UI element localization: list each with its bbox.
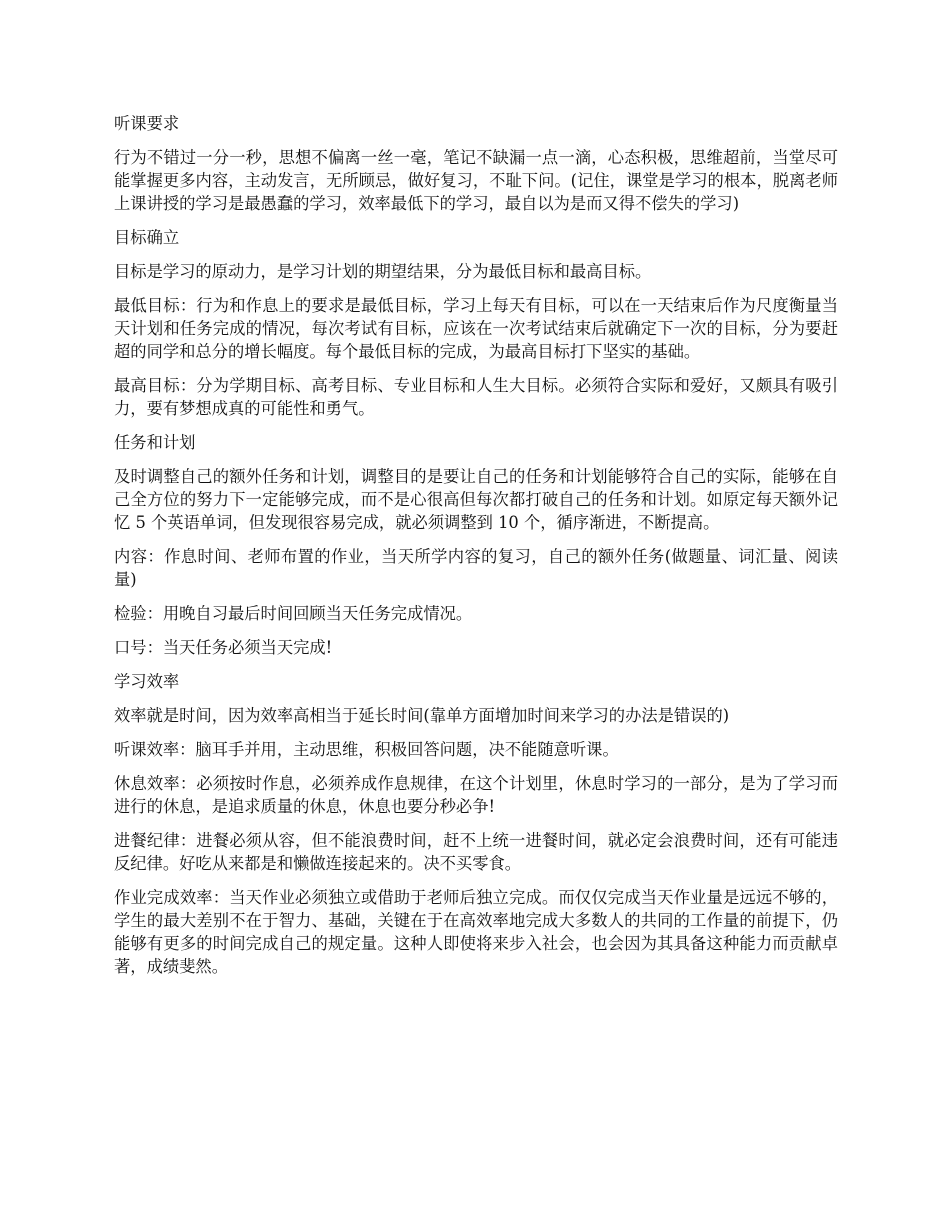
paragraph-homework-efficiency: 作业完成效率：当天作业必须独立或借助于老师后独立完成。而仅仅完成当天作业量是远远不够的，学生的最大差别不在于智力、基础，关键在于在高效率地完成大多数人的共同的工作量的前提下，仍能够有更多的时间完成自己的规定量。这种人即使将来步入社会，也会因为其具备这种能力而贡献卓著，成绩斐然。 [114,888,838,976]
paragraph-listening-requirements: 行为不错过一分一秒，思想不偏离一丝一毫，笔记不缺漏一点一滴，心态积极，思维超前，当堂尽可能掌握更多内容，主动发言，无所顾忌，做好复习，不耻下问。(记住，课堂是学习的根本，脱离老师上课讲授的学习是最愚蠢的学习，效率最低下的学习，最自以为是而又得不偿失的学习) [114,148,838,213]
paragraph-meal-discipline: 进餐纪律：进餐必须从容，但不能浪费时间，赶不上统一进餐时间，就必定会浪费时间，还有可能违反纪律。好吃从来都是和懒做连接起来的。决不买零食。 [114,831,838,873]
heading-tasks-and-plans: 任务和计划 [114,433,196,452]
paragraph-check: 检验：用晚自习最后时间回顾当天任务完成情况。 [114,604,473,623]
heading-listening-requirements: 听课要求 [114,114,180,133]
paragraph-content: 内容：作息时间、老师布置的作业，当天所学内容的复习，自己的额外任务(做题量、词汇量、阅读量) [114,547,838,589]
heading-goal-setting: 目标确立 [114,228,180,247]
paragraph-highest-goal: 最高目标：分为学期目标、高考目标、专业目标和人生大目标。必须符合实际和爱好，又颇具有吸引力，要有梦想成真的可能性和勇气。 [114,376,838,418]
paragraph-rest-efficiency: 休息效率：必须按时作息，必须养成作息规律，在这个计划里，休息时学习的一部分，是为了学习而进行的休息，是追求质量的休息，休息也要分秒必争! [114,774,838,816]
heading-learning-efficiency: 学习效率 [114,672,180,691]
paragraph-minimum-goal: 最低目标：行为和作息上的要求是最低目标，学习上每天有目标，可以在一天结束后作为尺度衡量当天计划和任务完成的情况，每次考试有目标，应该在一次考试结束后就确定下一次的目标，分为要赶超的同学和总分的增长幅度。每个最低目标的完成，为最高目标打下坚实的基础。 [114,296,838,361]
paragraph-slogan: 口号：当天任务必须当天完成! [114,638,333,657]
paragraph-listening-efficiency: 听课效率：脑耳手并用，主动思维，积极回答问题，决不能随意听课。 [114,740,619,759]
paragraph-adjust-plans: 及时调整自己的额外任务和计划，调整目的是要让自己的任务和计划能够符合自己的实际，能够在自己全方位的努力下一定能够完成，而不是心很高但每次都打破自己的任务和计划。如原定每天额外记忆 5 个英语单词，但发现很容易完成，就必须调整到 10 个，循序渐进，不断提高。 [114,467,838,532]
paragraph-efficiency-is-time: 效率就是时间，因为效率高相当于延长时间(靠单方面增加时间来学习的办法是错误的) [114,706,730,725]
paragraph-goal-intro: 目标是学习的原动力，是学习计划的期望结果，分为最低目标和最高目标。 [114,262,652,281]
